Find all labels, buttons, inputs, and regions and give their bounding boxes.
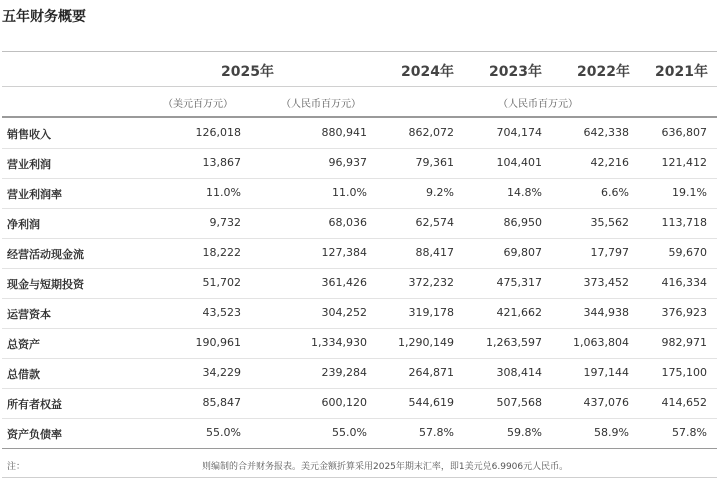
cell-usd: 34,229 <box>202 366 241 379</box>
row-label: 经营活动现金流 <box>7 248 84 261</box>
cell-2021: 982,971 <box>661 336 707 349</box>
cell-2022: 344,938 <box>583 306 629 319</box>
cell-2023: 1,263,597 <box>486 336 542 349</box>
cell-2025: 96,937 <box>328 156 367 169</box>
row-label: 净利润 <box>7 218 40 231</box>
table-row <box>2 268 717 299</box>
cell-2025: 361,426 <box>321 276 367 289</box>
cell-usd: 51,702 <box>202 276 241 289</box>
row-label: 营业利润 <box>7 158 51 171</box>
cell-usd: 11.0% <box>206 186 241 199</box>
cell-2021: 113,718 <box>661 216 707 229</box>
cell-2025: 600,120 <box>321 396 367 409</box>
cell-2023: 507,568 <box>496 396 542 409</box>
cell-usd: 13,867 <box>202 156 241 169</box>
year-header-2025: 2025年 <box>221 64 274 80</box>
table-row <box>2 208 717 239</box>
cell-2025: 880,941 <box>321 126 367 139</box>
row-label: 运营资本 <box>7 308 51 321</box>
cell-2023: 704,174 <box>496 126 542 139</box>
cell-2024: 88,417 <box>415 246 454 259</box>
cell-2022: 35,562 <box>590 216 629 229</box>
row-label: 营业利润率 <box>7 188 62 201</box>
cell-2021: 175,100 <box>661 366 707 379</box>
cell-2021: 636,807 <box>661 126 707 139</box>
cell-2021: 19.1% <box>672 186 707 199</box>
footnote-bottom-rule <box>2 477 717 478</box>
cell-2025: 1,334,930 <box>311 336 367 349</box>
row-label: 销售收入 <box>7 128 51 141</box>
cell-2024: 319,178 <box>408 306 454 319</box>
cell-2023: 86,950 <box>503 216 542 229</box>
table-top-rule <box>2 51 717 52</box>
cell-2025: 304,252 <box>321 306 367 319</box>
cell-usd: 55.0% <box>206 426 241 439</box>
cell-usd: 43,523 <box>202 306 241 319</box>
cell-usd: 18,222 <box>202 246 241 259</box>
cell-2021: 57.8% <box>672 426 707 439</box>
cell-2022: 42,216 <box>590 156 629 169</box>
table-row <box>2 118 717 149</box>
cell-2025: 11.0% <box>332 186 367 199</box>
row-label: 资产负债率 <box>7 428 62 441</box>
cell-usd: 126,018 <box>195 126 241 139</box>
year-header-2021: 2021年 <box>655 64 708 80</box>
cell-usd: 85,847 <box>202 396 241 409</box>
cell-2021: 376,923 <box>661 306 707 319</box>
cell-usd: 9,732 <box>209 216 241 229</box>
unit-usd: （美元百万元） <box>163 99 233 110</box>
cell-2023: 104,401 <box>496 156 542 169</box>
footnote-text: 则编制的合并财务报表。美元金额折算采用2025年期末汇率，即1美元兑6.9906元人民币。 <box>202 462 569 472</box>
cell-2021: 59,670 <box>668 246 707 259</box>
row-label: 现金与短期投资 <box>7 278 84 291</box>
table-row <box>2 148 717 179</box>
cell-2025: 68,036 <box>328 216 367 229</box>
cell-2024: 1,290,149 <box>398 336 454 349</box>
cell-2023: 14.8% <box>507 186 542 199</box>
cell-2024: 79,361 <box>415 156 454 169</box>
table-row <box>2 388 717 419</box>
cell-2023: 59.8% <box>507 426 542 439</box>
cell-2022: 58.9% <box>594 426 629 439</box>
cell-2023: 308,414 <box>496 366 542 379</box>
cell-2022: 1,063,804 <box>573 336 629 349</box>
header-divider <box>2 86 717 87</box>
page-title: 五年财务概要 <box>2 9 86 25</box>
cell-2024: 372,232 <box>408 276 454 289</box>
cell-2022: 6.6% <box>601 186 629 199</box>
cell-2021: 414,652 <box>661 396 707 409</box>
year-header-2023: 2023年 <box>489 64 542 80</box>
cell-2025: 55.0% <box>332 426 367 439</box>
cell-2023: 69,807 <box>503 246 542 259</box>
table-row <box>2 328 717 359</box>
cell-2024: 862,072 <box>408 126 454 139</box>
cell-2022: 437,076 <box>583 396 629 409</box>
cell-2024: 9.2% <box>426 186 454 199</box>
cell-2025: 239,284 <box>321 366 367 379</box>
table-row <box>2 178 717 209</box>
cell-2021: 416,334 <box>661 276 707 289</box>
cell-2024: 544,619 <box>408 396 454 409</box>
table-row <box>2 238 717 269</box>
unit-rmb-other: （人民币百万元） <box>498 99 578 110</box>
cell-2022: 642,338 <box>583 126 629 139</box>
cell-2024: 62,574 <box>415 216 454 229</box>
cell-2024: 264,871 <box>408 366 454 379</box>
cell-2023: 475,317 <box>496 276 542 289</box>
cell-2021: 121,412 <box>661 156 707 169</box>
row-label: 所有者权益 <box>7 398 62 411</box>
footnote-label: 注： <box>7 462 26 472</box>
cell-2024: 57.8% <box>419 426 454 439</box>
table-row <box>2 358 717 389</box>
row-label: 总借款 <box>7 368 40 381</box>
cell-2023: 421,662 <box>496 306 542 319</box>
cell-2022: 197,144 <box>583 366 629 379</box>
year-header-2024: 2024年 <box>401 64 454 80</box>
cell-2022: 17,797 <box>590 246 629 259</box>
unit-rmb-2025: （人民币百万元） <box>281 99 361 110</box>
cell-2025: 127,384 <box>321 246 367 259</box>
table-row <box>2 298 717 329</box>
table-row <box>2 418 717 449</box>
cell-2022: 373,452 <box>583 276 629 289</box>
cell-usd: 190,961 <box>195 336 241 349</box>
year-header-2022: 2022年 <box>577 64 630 80</box>
row-label: 总资产 <box>7 338 40 351</box>
